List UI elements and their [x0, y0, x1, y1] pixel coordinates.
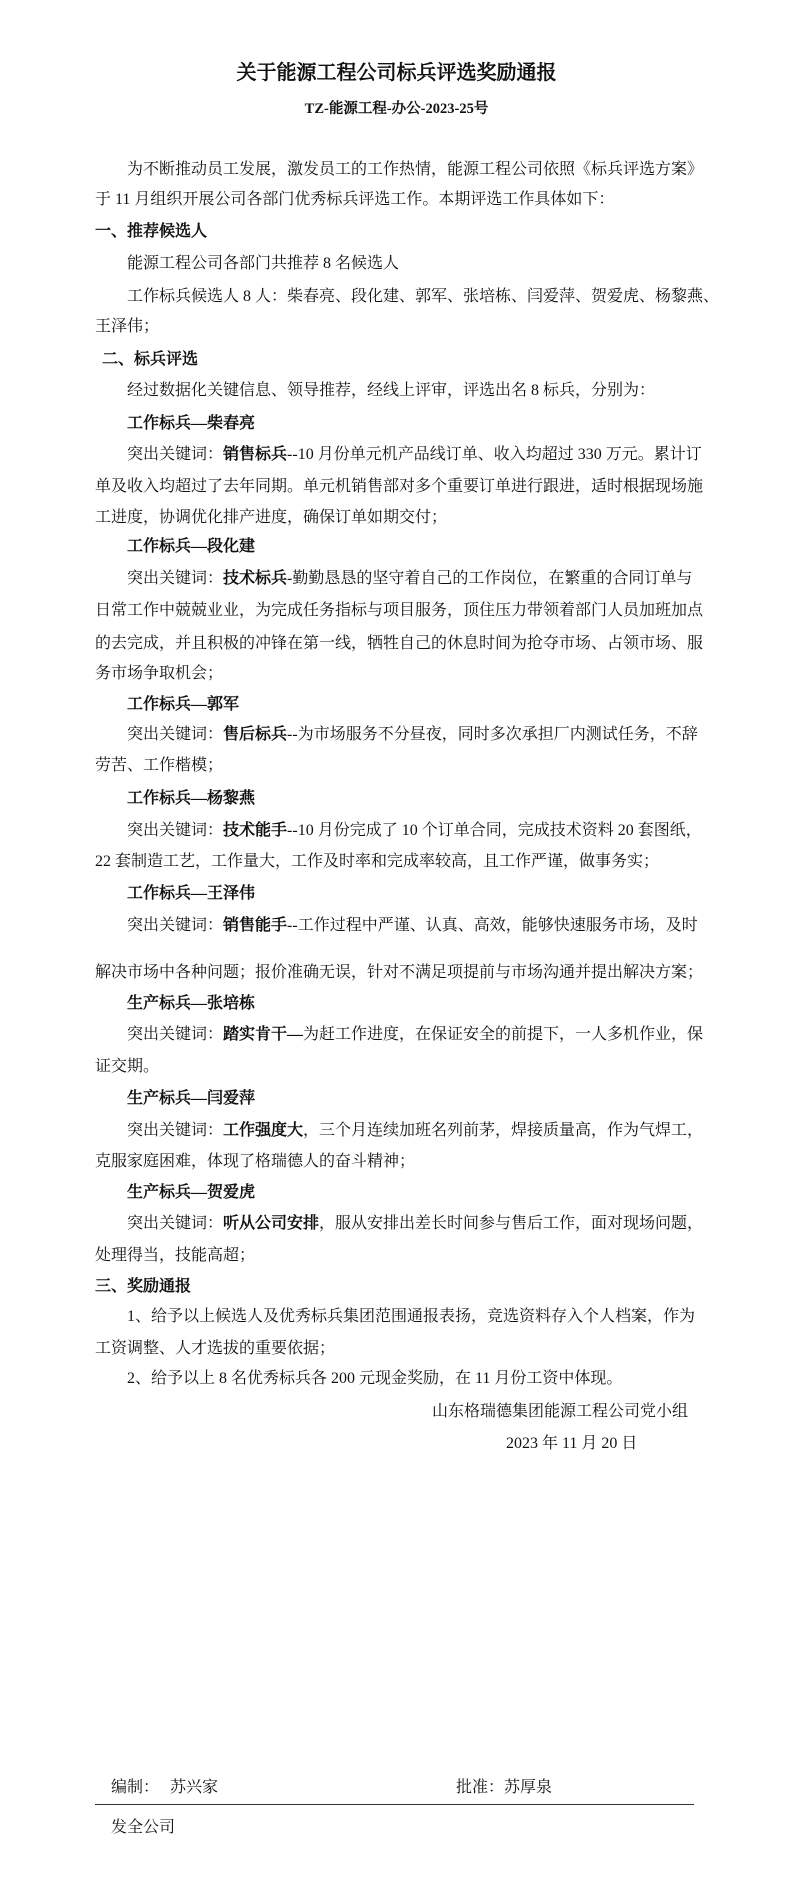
footer-divider [95, 1804, 694, 1805]
award-detail-line: 的去完成，并且积极的冲锋在第一线，牺牲自己的休息时间为抢夺市场、占领市场、服 [95, 635, 704, 652]
section-line: 工作标兵候选人 8 人：柴春亮、段化建、郭军、张培栋、闫爱萍、贺爱虎、杨黎燕、 [127, 288, 720, 305]
signature-organization: 山东格瑞德集团能源工程公司党小组 [432, 1403, 689, 1420]
award-detail-line: 22 套制造工艺，工作量大，工作及时率和完成率较高，且工作严谨，做事务实； [95, 853, 660, 870]
award-detail-line [127, 719, 698, 751]
award-title: 工作标兵—段化建 [127, 538, 256, 555]
award-title: 工作标兵—柴春亮 [127, 415, 256, 432]
prepared-by-name: 苏兴家 [170, 1779, 219, 1796]
keyword-label: 突出关键词： [127, 822, 224, 839]
award-keyword: 销售能手 [223, 917, 288, 934]
award-title: 工作标兵—杨黎燕 [127, 790, 256, 807]
award-detail-line [127, 815, 702, 847]
document-title: 关于能源工程公司标兵评选奖励通报 [236, 62, 557, 84]
section-line: 王泽伟； [95, 318, 160, 335]
award-keyword: 售后标兵 [223, 726, 288, 743]
intro-line: 为不断推动员工发展，激发员工的工作热情，能源工程公司依照《标兵评选方案》 [127, 161, 704, 178]
award-detail-line [127, 910, 698, 942]
award-title: 工作标兵—王泽伟 [127, 885, 256, 902]
keyword-label: 突出关键词： [127, 570, 224, 587]
award-detail-line: 证交期。 [95, 1058, 160, 1075]
award-title: 工作标兵—郭军 [127, 696, 240, 713]
award-detail-text: --为市场服务不分昼夜，同时多次承担厂内测试任务，不辞 [287, 726, 698, 743]
award-detail-line [127, 563, 692, 595]
keyword-label: 突出关键词： [127, 1215, 224, 1232]
award-detail-text: --10 月份单元机产品线订单、收入均超过 330 万元。累计订 [287, 446, 702, 463]
keyword-label: 突出关键词： [127, 446, 224, 463]
keyword-label: 突出关键词： [127, 1122, 224, 1139]
section-line: 1、给予以上候选人及优秀标兵集团范围通报表扬，竞选资料存入个人档案，作为 [127, 1308, 696, 1325]
document-number: TZ-能源工程-办公-2023-25号 [304, 101, 489, 117]
award-detail-line [127, 1019, 703, 1051]
award-keyword: 销售标兵 [223, 446, 288, 463]
keyword-label: 突出关键词： [127, 726, 224, 743]
award-keyword: 工作强度大 [223, 1122, 304, 1139]
award-detail-line: 解决市场中各种问题；报价准确无误，针对不满足项提前与市场沟通并提出解决方案； [95, 964, 704, 981]
keyword-label: 突出关键词： [127, 1026, 224, 1043]
award-detail-text: --10 月份完成了 10 个订单合同，完成技术资料 20 套图纸， [287, 822, 702, 839]
award-detail-text: 为赶工作进度，在保证安全的前提下，一人多机作业，保 [303, 1026, 704, 1043]
distribution-note: 发全公司 [111, 1819, 176, 1836]
section-heading: 二、标兵评选 [102, 351, 199, 368]
section-line: 工资调整、人才选拔的重要依据； [95, 1340, 336, 1357]
award-detail-line: 务市场争取机会； [95, 665, 224, 682]
approved-by: 批准：苏厚泉 [456, 1779, 553, 1796]
award-detail-line: 工进度，协调优化排产进度，确保订单如期交付； [95, 509, 448, 526]
section-heading: 一、推荐候选人 [95, 223, 208, 240]
award-detail-line [127, 1208, 703, 1240]
award-detail-line: 劳苦、工作楷模； [95, 757, 224, 774]
section-line: 能源工程公司各部门共推荐 8 名候选人 [127, 255, 400, 272]
award-detail-text: -勤勤恳恳的坚守着自己的工作岗位，在繁重的合同订单与 [287, 570, 693, 587]
section-line: 2、给予以上 8 名优秀标兵各 200 元现金奖励，在 11 月份工资中体现。 [127, 1370, 623, 1387]
award-detail-text: ，三个月连续加班名列前茅，焊接质量高，作为气焊工， [303, 1122, 704, 1139]
section-heading: 三、奖励通报 [95, 1278, 192, 1295]
award-detail-text: ，服从安排出差长时间参与售后工作，面对现场问题， [319, 1215, 704, 1232]
award-detail-line [127, 1115, 703, 1147]
award-title: 生产标兵—贺爱虎 [127, 1184, 256, 1201]
intro-line: 于 11 月组织开展公司各部门优秀标兵评选工作。本期评选工作具体如下： [95, 191, 615, 208]
award-detail-line [127, 439, 702, 471]
award-title: 生产标兵—张培栋 [127, 995, 256, 1012]
award-keyword: 技术能手 [223, 822, 288, 839]
prepared-by-label: 编制： [111, 1779, 160, 1796]
section-line: 经过数据化关键信息、领导推荐，经线上评审，评选出名 8 标兵，分别为： [127, 382, 656, 399]
award-detail-line: 日常工作中兢兢业业，为完成任务指标与项目服务，顶住压力带领着部门人员加班加点 [95, 602, 704, 619]
award-detail-line: 处理得当，技能高超； [95, 1247, 256, 1264]
keyword-label: 突出关键词： [127, 917, 224, 934]
award-keyword: 技术标兵 [223, 570, 288, 587]
award-keyword: 踏实肯干— [223, 1026, 304, 1043]
award-keyword: 听从公司安排 [223, 1215, 320, 1232]
award-detail-line: 克服家庭困难，体现了格瑞德人的奋斗精神； [95, 1153, 416, 1170]
award-title: 生产标兵—闫爱萍 [127, 1090, 256, 1107]
award-detail-text: --工作过程中严谨、认真、高效，能够快速服务市场，及时 [287, 917, 698, 934]
award-detail-line: 单及收入均超过了去年同期。单元机销售部对多个重要订单进行跟进，适时根据现场施 [95, 478, 704, 495]
signature-date: 2023 年 11 月 20 日 [506, 1435, 638, 1452]
